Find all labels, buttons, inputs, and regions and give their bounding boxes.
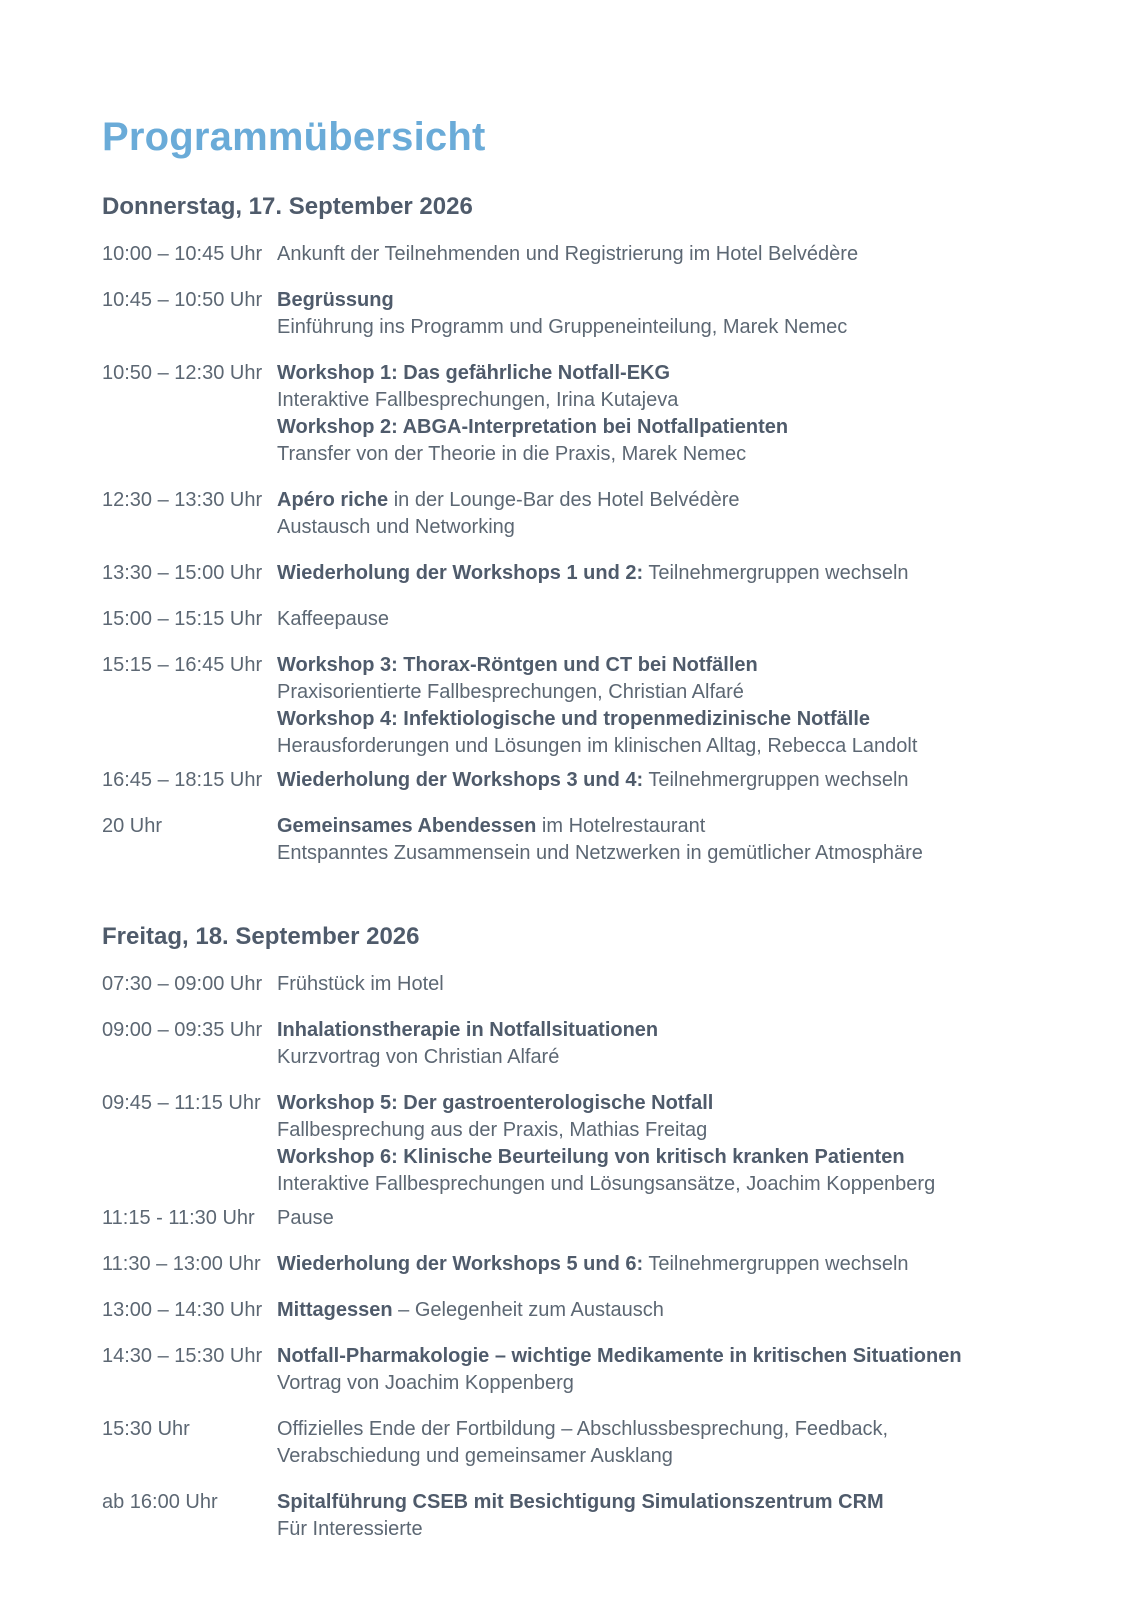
schedule-row bbox=[102, 241, 1071, 268]
event-line bbox=[277, 1489, 1071, 1516]
event-detail-text: Teilnehmergruppen wechseln bbox=[643, 769, 909, 791]
event-detail-text: im Hotelrestaurant bbox=[536, 815, 706, 837]
event-description bbox=[277, 1251, 1071, 1278]
event-title-text: Spitalführung CSEB mit Besichtigung Simulationszentrum CRM bbox=[277, 1491, 884, 1513]
event-detail-text: – Gelegenheit zum Austausch bbox=[392, 1299, 664, 1321]
schedule-row bbox=[102, 1489, 1071, 1543]
event-title-text: Workshop 4: Infektiologische und tropenmedizinische Notfälle bbox=[277, 708, 871, 730]
event-detail-text: Fallbesprechung aus der Praxis, Mathias Freitag bbox=[277, 1119, 708, 1141]
event-detail-text: Kaffeepause bbox=[277, 608, 389, 630]
day-heading: Donnerstag, 17. September 2026 bbox=[102, 193, 473, 220]
event-description bbox=[277, 1416, 1071, 1470]
event-description bbox=[277, 1489, 1071, 1543]
event-description bbox=[277, 487, 1071, 541]
schedule-row bbox=[102, 360, 1071, 468]
time-range: 13:00 – 14:30 Uhr bbox=[102, 1299, 263, 1321]
event-title-text: Wiederholung der Workshops 5 und 6: bbox=[277, 1253, 644, 1275]
event-detail-text: in der Lounge-Bar des Hotel Belvédère bbox=[388, 489, 740, 511]
event-line bbox=[277, 733, 1071, 760]
event-title-text: Workshop 3: Thorax-Röntgen und CT bei Notfällen bbox=[277, 654, 758, 676]
event-line bbox=[277, 441, 1071, 468]
event-title-text: Gemeinsames Abendessen bbox=[277, 815, 537, 837]
event-line bbox=[277, 767, 1071, 794]
event-title-text: Begrüssung bbox=[277, 289, 394, 311]
event-line bbox=[277, 314, 1071, 341]
event-line bbox=[277, 971, 1071, 998]
event-description bbox=[277, 241, 1071, 268]
event-detail-text: Vortrag von Joachim Koppenberg bbox=[277, 1372, 574, 1394]
event-line bbox=[277, 387, 1071, 414]
event-line bbox=[277, 1416, 1071, 1443]
time-range: 15:00 – 15:15 Uhr bbox=[102, 608, 263, 630]
event-line bbox=[277, 1117, 1071, 1144]
event-title-text: Wiederholung der Workshops 3 und 4: bbox=[277, 769, 644, 791]
event-title-text: Workshop 5: Der gastroenterologische Notfall bbox=[277, 1092, 714, 1114]
schedule-row bbox=[102, 1205, 1071, 1232]
event-description bbox=[277, 606, 1071, 633]
event-line bbox=[277, 606, 1071, 633]
event-detail-text: Praxisorientierte Fallbesprechungen, Christian Alfaré bbox=[277, 681, 744, 703]
event-line bbox=[277, 813, 1071, 840]
event-line bbox=[277, 1251, 1071, 1278]
event-detail-text: Entspanntes Zusammensein und Netzwerken in gemütlicher Atmosphäre bbox=[277, 842, 923, 864]
event-description bbox=[277, 1017, 1071, 1071]
schedule-row bbox=[102, 287, 1071, 341]
event-line bbox=[277, 1044, 1071, 1071]
event-line bbox=[277, 1370, 1071, 1397]
event-line bbox=[277, 487, 1071, 514]
event-detail-text: Teilnehmergruppen wechseln bbox=[643, 562, 909, 584]
event-description bbox=[277, 1205, 1071, 1232]
event-description bbox=[277, 1297, 1071, 1324]
event-line bbox=[277, 360, 1071, 387]
time-range: 10:45 – 10:50 Uhr bbox=[102, 289, 263, 311]
event-title-text: Inhalationstherapie in Notfallsituationen bbox=[277, 1019, 659, 1041]
schedule-row bbox=[102, 606, 1071, 633]
schedule-row bbox=[102, 1251, 1071, 1278]
day-section bbox=[102, 192, 1071, 867]
time-range: 09:00 – 09:35 Uhr bbox=[102, 1019, 263, 1041]
event-detail-text: Interaktive Fallbesprechungen, Irina Kutajeva bbox=[277, 389, 679, 411]
day-section bbox=[102, 922, 1071, 1543]
event-title-text: Wiederholung der Workshops 1 und 2: bbox=[277, 562, 644, 584]
event-description bbox=[277, 813, 1071, 867]
event-line bbox=[277, 1343, 1071, 1370]
event-line bbox=[277, 679, 1071, 706]
schedule-row bbox=[102, 1017, 1071, 1071]
event-description bbox=[277, 652, 1071, 760]
event-detail-text: Frühstück im Hotel bbox=[277, 973, 444, 995]
schedule bbox=[102, 192, 1071, 1543]
schedule-row bbox=[102, 1416, 1071, 1470]
time-range: 20 Uhr bbox=[102, 815, 163, 837]
time-range: ab 16:00 Uhr bbox=[102, 1491, 218, 1513]
time-range: 16:45 – 18:15 Uhr bbox=[102, 769, 263, 791]
event-line bbox=[277, 706, 1071, 733]
schedule-row bbox=[102, 1297, 1071, 1324]
schedule-row bbox=[102, 652, 1071, 760]
time-range: 10:50 – 12:30 Uhr bbox=[102, 362, 263, 384]
time-range: 15:15 – 16:45 Uhr bbox=[102, 654, 263, 676]
event-title-text: Workshop 1: Das gefährliche Notfall-EKG bbox=[277, 362, 671, 384]
event-line bbox=[277, 652, 1071, 679]
event-line bbox=[277, 1516, 1071, 1543]
event-title-text: Workshop 6: Klinische Beurteilung von kritisch kranken Patienten bbox=[277, 1146, 905, 1168]
event-detail-text: Kurzvortrag von Christian Alfaré bbox=[277, 1046, 560, 1068]
event-detail-text: Herausforderungen und Lösungen im klinischen Alltag, Rebecca Landolt bbox=[277, 735, 918, 757]
event-line bbox=[277, 1171, 1071, 1198]
event-line bbox=[277, 287, 1071, 314]
event-detail-text: Transfer von der Theorie in die Praxis, Marek Nemec bbox=[277, 443, 747, 465]
time-range: 15:30 Uhr bbox=[102, 1418, 190, 1440]
day-heading: Freitag, 18. September 2026 bbox=[102, 923, 420, 950]
event-detail-text: Austausch und Networking bbox=[277, 516, 515, 538]
time-range: 14:30 – 15:30 Uhr bbox=[102, 1345, 263, 1367]
schedule-row bbox=[102, 767, 1071, 794]
event-description bbox=[277, 360, 1071, 468]
event-detail-text: Teilnehmergruppen wechseln bbox=[643, 1253, 909, 1275]
event-title-text: Mittagessen bbox=[277, 1299, 393, 1321]
event-line bbox=[277, 241, 1071, 268]
event-description bbox=[277, 287, 1071, 341]
time-range: 11:30 – 13:00 Uhr bbox=[102, 1253, 261, 1275]
event-line bbox=[277, 1144, 1071, 1171]
schedule-row bbox=[102, 487, 1071, 541]
event-line bbox=[277, 414, 1071, 441]
event-title-text: Workshop 2: ABGA-Interpretation bei Notfallpatienten bbox=[277, 416, 789, 438]
time-range: 10:00 – 10:45 Uhr bbox=[102, 243, 263, 265]
schedule-row bbox=[102, 1343, 1071, 1397]
event-detail-text: Pause bbox=[277, 1207, 334, 1229]
event-line bbox=[277, 1090, 1071, 1117]
event-description bbox=[277, 560, 1071, 587]
event-detail-text: Einführung ins Programm und Gruppeneinteilung, Marek Nemec bbox=[277, 316, 848, 338]
schedule-row bbox=[102, 560, 1071, 587]
event-description bbox=[277, 971, 1071, 998]
time-range: 09:45 – 11:15 Uhr bbox=[102, 1092, 261, 1114]
event-line bbox=[277, 840, 1071, 867]
event-detail-text: Interaktive Fallbesprechungen und Lösungsansätze, Joachim Koppenberg bbox=[277, 1173, 936, 1195]
schedule-row bbox=[102, 1090, 1071, 1198]
schedule-row bbox=[102, 813, 1071, 867]
time-range: 11:15 - 11:30 Uhr bbox=[102, 1207, 255, 1229]
event-line bbox=[277, 1205, 1071, 1232]
event-line bbox=[277, 1297, 1071, 1324]
event-description bbox=[277, 1343, 1071, 1397]
time-range: 07:30 – 09:00 Uhr bbox=[102, 973, 263, 995]
schedule-row bbox=[102, 971, 1071, 998]
event-line bbox=[277, 1017, 1071, 1044]
event-description bbox=[277, 767, 1071, 794]
time-range: 12:30 – 13:30 Uhr bbox=[102, 489, 263, 511]
event-detail-text: Ankunft der Teilnehmenden und Registrierung im Hotel Belvédère bbox=[277, 243, 859, 265]
time-range: 13:30 – 15:00 Uhr bbox=[102, 562, 263, 584]
event-detail-text: Für Interessierte bbox=[277, 1518, 423, 1540]
page-title: Programmübersicht bbox=[102, 115, 486, 159]
event-line bbox=[277, 560, 1071, 587]
event-detail-text: Offizielles Ende der Fortbildung – Abschlussbesprechung, Feedback, bbox=[277, 1418, 889, 1440]
event-title-text: Apéro riche bbox=[277, 489, 389, 511]
event-detail-text: Verabschiedung und gemeinsamer Ausklang bbox=[277, 1445, 673, 1467]
event-line bbox=[277, 514, 1071, 541]
event-description bbox=[277, 1090, 1071, 1198]
event-line bbox=[277, 1443, 1071, 1470]
event-title-text: Notfall-Pharmakologie – wichtige Medikamente in kritischen Situationen bbox=[277, 1345, 962, 1367]
